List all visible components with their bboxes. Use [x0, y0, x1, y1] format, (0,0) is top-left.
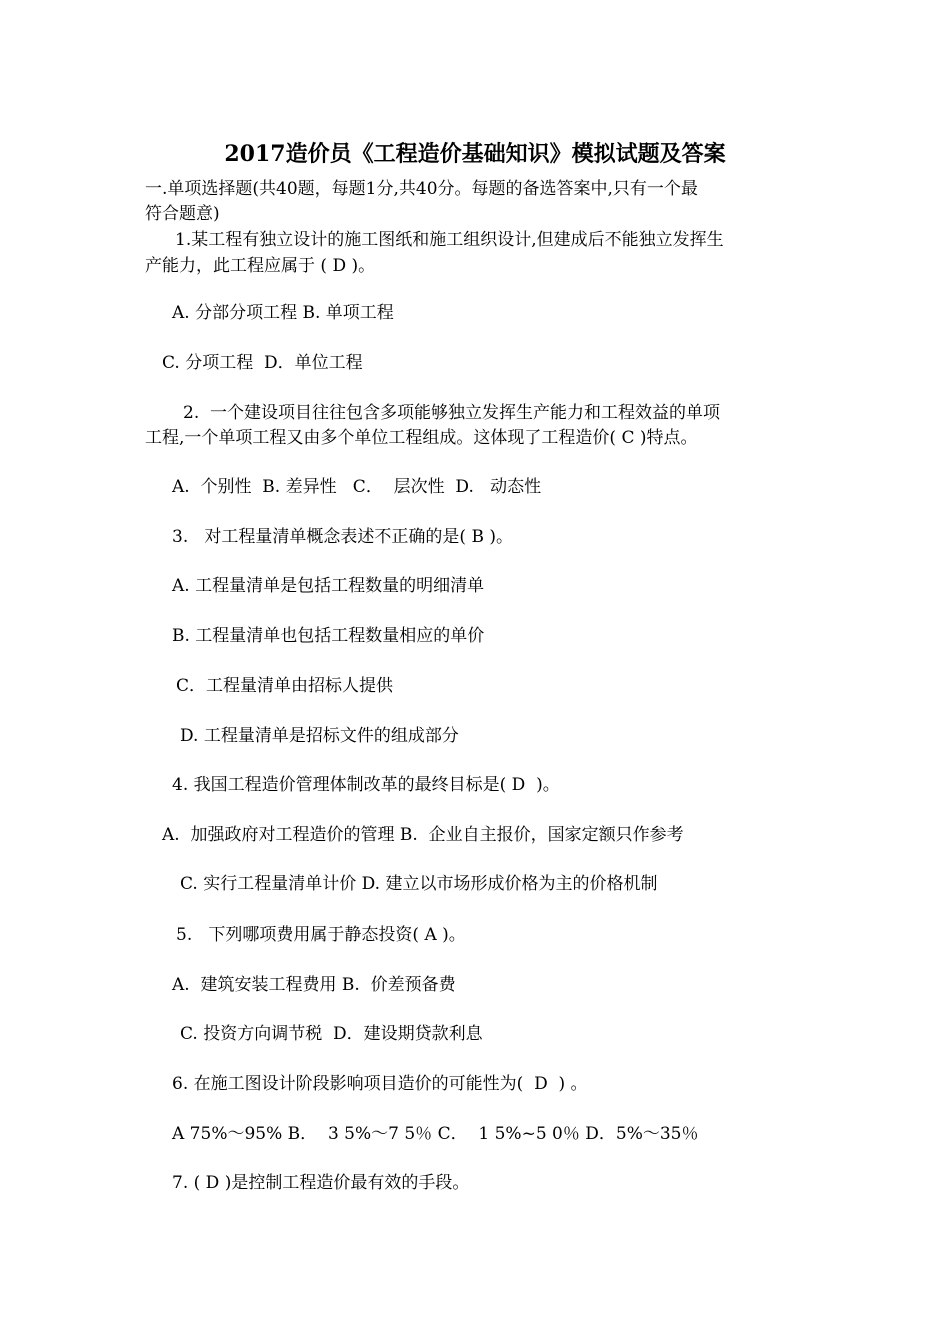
- q4-options-line2: C. 实行工程量清单计价 D. 建立以市场形成价格为主的价格机制: [180, 874, 658, 894]
- q2-options-line1: A. 个别性 B. 差异性 C． 层次性 D. 动态性: [172, 477, 542, 497]
- q1-stem-line1: 1.某工程有独立设计的施工图纸和施工组织设计,但建成后不能独立发挥生: [175, 230, 724, 250]
- q3-option-b: B. 工程量清单也包括工程数量相应的单价: [172, 626, 485, 646]
- q3-option-a: A. 工程量清单是包括工程数量的明细清单: [172, 576, 485, 596]
- q7-stem-line1: 7. ( D )是控制工程造价最有效的手段。: [172, 1173, 470, 1193]
- q2-stem-line2: 工程,一个单项工程又由多个单位工程组成。这体现了工程造价( C )特点。: [145, 428, 698, 448]
- q5-options-line2: C. 投资方向调节税 D．建设期贷款利息: [180, 1024, 483, 1044]
- q3-stem-line1: 3. 对工程量清单概念表述不正确的是( B )。: [172, 527, 513, 547]
- q4-options-line1: A. 加强政府对工程造价的管理 B. 企业自主报价，国家定额只作参考: [162, 825, 684, 845]
- q5-options-line1: A. 建筑安装工程费用 B. 价差预备费: [172, 975, 456, 995]
- section-heading-line2: 符合题意): [145, 204, 220, 224]
- q5-stem-line1: 5. 下列哪项费用属于静态投资( A )。: [176, 925, 466, 945]
- q6-options-line1: A 75%～95% B． 3 5%～7 5％ C． 1 5%~5 0％ D．5%～35％: [172, 1124, 699, 1144]
- section-heading-line1: 一.单项选择题(共40题，每题1分,共40分。每题的备选答案中,只有一个最: [145, 179, 698, 199]
- q4-stem-line1: 4. 我国工程造价管理体制改革的最终目标是( D )。: [172, 775, 560, 795]
- q2-stem-line1: 2. 一个建设项目往往包含多项能够独立发挥生产能力和工程效益的单项: [183, 403, 721, 423]
- q1-options-line2: C. 分项工程 D．单位工程: [162, 353, 363, 373]
- q1-options-line1: A. 分部分项工程 B. 单项工程: [172, 303, 394, 323]
- q3-option-d: D. 工程量清单是招标文件的组成部分: [180, 726, 459, 746]
- q6-stem-line1: 6. 在施工图设计阶段影响项目造价的可能性为( D ) 。: [172, 1074, 588, 1094]
- q1-stem-line2: 产能力，此工程应属于 ( D )。: [145, 256, 376, 276]
- document-title: 2017造价员《工程造价基础知识》模拟试题及答案: [224, 141, 726, 167]
- q3-option-c: C．工程量清单由招标人提供: [176, 676, 394, 696]
